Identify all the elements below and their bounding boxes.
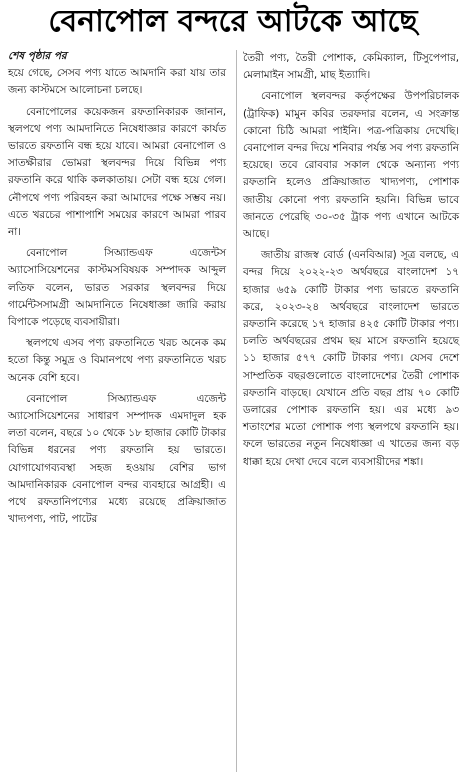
paragraph: বেনাপোলের কয়েকজন রফতানিকারক জানান, স্থলপথে পণ্য আমদানিতে নিষেধাজ্ঞার কারণে কার্যত ভারতে রফতানি বন্ধ হয়ে যাবে। আমরা বেনাপোল ও সাতক্ষীরার ভোমরা স্থলবন্দর দিয়ে বিভিন্ন পণ্য রফতানি করে থাকি কলকাতায়। সেটা বন্ধ হয়ে গেল। নৌপথে পণ্য পরিবহন করা আমাদের পক্ষে সম্ভব নয়। এতে খরচের পাশাপাশি সময়ের কারণে আমরা পারব না। <box>8 105 226 239</box>
paragraph: বেনাপোল সিঅ্যান্ডএফ এজেন্ট অ্যাসোসিয়েশনের সাধারণ সম্পাদক এমদাদুল হক লতা বলেন, বছরে ১০ থেকে ১৮ হাজার কোটি টাকার বিভিন্ন ধরনের পণ্য রফতানি হয় ভারতে। যোগাযোগব্যবস্থা সহজ হওয়ায় বেশির ভাগ আমদানিকারক বেনাপোল বন্দর ব্যবহারে আগ্রহী। এ পথে রফতানিপণ্যের মধ্যে রয়েছে প্রক্রিয়াজাত খাদ্যপণ্য, পাট, পাটের <box>8 392 226 526</box>
paragraph: হয়ে গেছে, সেসব পণ্য যাতে আমদানি করা যায় তার জন্য কাস্টমসে আলোচনা চলছে। <box>8 67 226 97</box>
paragraph: জাতীয় রাজস্ব বোর্ড (এনবিআর) সূত্র বলছে, এ বন্দর দিয়ে ২০২২-২৩ অর্থবছরে বাংলাদেশ ১৭ হাজার ৬৫৯ কোটি টাকার পণ্য ভারতে রফতানি করে, ২০২৩-২৪ অর্থবছরে বাংলাদেশ ভারতে রফতানি করেছে ১৭ হাজার ৪২৫ কোটি টাকার পণ্য। চলতি অর্থবছরের প্রথম ছয় মাসে রফতানি হয়েছে ১১ হাজার ৫৭৭ কোটি টাকার পণ্য। যেসব দেশে সাম্প্রতিক বছরগুলোতে বাংলাদেশের তৈরী পোশাক রফতানি বাড়ছে। যেখানে প্রতি বছর প্রায় ৭০ কোটি ডলারের পোশাক রফতানি হয়। এর মধ্যে ৯৩ শতাংশের মতো পোশাক পণ্য স্থলপথে রফতানি হয়। ফলে ভারতের নতুন নিষেধাজ্ঞা এ খাতের জন্য বড় ধাক্কা হয়ে দেখা দেবে বলে ব্যবসায়ীদের শঙ্কা। <box>243 249 459 468</box>
article-left-column <box>8 48 226 532</box>
paragraph: বেনাপোল স্থলবন্দর কর্তৃপক্ষের উপপরিচালক (ট্রাফিক) মামুন কবির তরফদার বলেন, এ সংক্রান্ত কোনো চিঠি আমরা পাইনি। পত্র-পত্রিকায় দেখেছি। বেনাপোল বন্দর দিয়ে শনিবার পর্যন্ত সব পণ্য রফতানি হয়েছে। তবে রোববার সকাল থেকে অন্যান্য পণ্য রফতানি হলেও প্রক্রিয়াজাত খাদ্যপণ্য, পোশাক জাতীয় কোনো পণ্য রফতানি হয়নি। বিভিন্ন ভাবে জানতে পেরেছি ৩০-৩৫ ট্রাক পণ্য এখানে আটকে আছে। <box>243 90 459 241</box>
headline: বেনাপোল বন্দরে আটকে আছে <box>48 4 418 39</box>
paragraph: স্থলপথে এসব পণ্য রফতানিতে খরচ অনেক কম হতো কিন্তু সমুদ্র ও বিমানপথে পণ্য রফতানিতে খরচ অনেক বেশি হবে। <box>8 337 226 384</box>
paragraph: বেনাপোল সিঅ্যান্ডএফ এজেন্টস অ্যাসোসিয়েশনের কাস্টমসবিষয়ক সম্পাদক আব্দুল লতিফ বলেন, ভারত সরকার স্থলবন্দর দিয়ে গার্মেন্টসসামগ্রী আমদানিতে নিষেধাজ্ঞা জারি করায় বিপাকে পড়েছে ব্যবসায়ীরা। <box>8 247 226 329</box>
column-divider <box>236 50 237 772</box>
continuation-kicker: শেষ পৃষ্ঠার পর <box>8 50 67 62</box>
paragraph: তৈরী পণ্য, তৈরী পোশাক, কেমিক্যাল, টিসুপেপার, মেলামাইন সামগ্রী, মাছ ইত্যাদি। <box>243 52 459 82</box>
article-right-column <box>243 50 459 475</box>
